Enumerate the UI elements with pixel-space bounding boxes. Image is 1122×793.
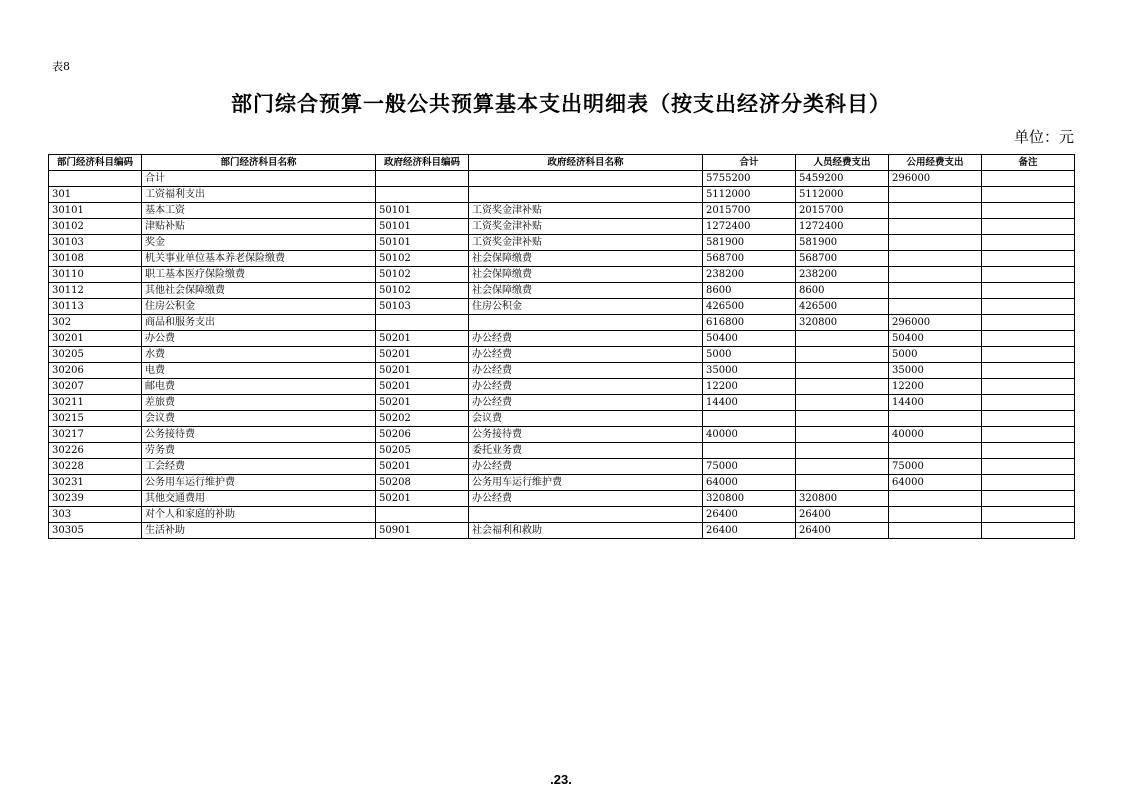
note-cell: [982, 443, 1075, 459]
total-cell: 12200: [703, 379, 796, 395]
gov-code-cell: [376, 315, 469, 331]
gov-name-cell: 办公经费: [469, 347, 703, 363]
gov-code-cell: 50101: [376, 235, 469, 251]
table-row: [49, 379, 1075, 395]
public-cell: 296000: [889, 171, 982, 187]
header-gov-name: 政府经济科目名称: [469, 155, 703, 171]
note-cell: [982, 203, 1075, 219]
note-cell: [982, 475, 1075, 491]
note-cell: [982, 363, 1075, 379]
personnel-cell: 5459200: [796, 171, 889, 187]
table-row: [49, 443, 1075, 459]
gov-code-cell: 50101: [376, 219, 469, 235]
dept-name-cell: 生活补助: [142, 523, 376, 539]
personnel-cell: [796, 331, 889, 347]
dept-code-cell: 30103: [49, 235, 142, 251]
gov-name-cell: 工资奖金津补贴: [469, 219, 703, 235]
total-cell: 616800: [703, 315, 796, 331]
dept-code-cell: 30205: [49, 347, 142, 363]
public-cell: 40000: [889, 427, 982, 443]
gov-name-cell: [469, 507, 703, 523]
gov-name-cell: [469, 315, 703, 331]
table-row: [49, 395, 1075, 411]
page-number: .23.: [550, 772, 572, 787]
dept-name-cell: 公务接待费: [142, 427, 376, 443]
total-cell: 581900: [703, 235, 796, 251]
gov-name-cell: 委托业务费: [469, 443, 703, 459]
table-row: [49, 459, 1075, 475]
table-row: [49, 299, 1075, 315]
total-cell: 26400: [703, 507, 796, 523]
gov-code-cell: [376, 187, 469, 203]
table-row: [49, 283, 1075, 299]
dept-code-cell: 30201: [49, 331, 142, 347]
note-cell: [982, 459, 1075, 475]
note-cell: [982, 507, 1075, 523]
personnel-cell: 5112000: [796, 187, 889, 203]
dept-name-cell: 职工基本医疗保险缴费: [142, 267, 376, 283]
gov-name-cell: 会议费: [469, 411, 703, 427]
note-cell: [982, 235, 1075, 251]
note-cell: [982, 523, 1075, 539]
header-public: 公用经费支出: [889, 155, 982, 171]
gov-name-cell: 办公经费: [469, 379, 703, 395]
dept-name-cell: 差旅费: [142, 395, 376, 411]
total-cell: 426500: [703, 299, 796, 315]
gov-code-cell: 50201: [376, 363, 469, 379]
gov-code-cell: 50208: [376, 475, 469, 491]
dept-code-cell: 303: [49, 507, 142, 523]
total-cell: 50400: [703, 331, 796, 347]
table-row: [49, 219, 1075, 235]
public-cell: 50400: [889, 331, 982, 347]
note-cell: [982, 427, 1075, 443]
table-row: [49, 331, 1075, 347]
gov-name-cell: [469, 171, 703, 187]
dept-name-cell: 合计: [142, 171, 376, 187]
personnel-cell: [796, 443, 889, 459]
gov-code-cell: 50201: [376, 395, 469, 411]
unit-label: 单位：元: [1013, 128, 1074, 146]
dept-code-cell: 30112: [49, 283, 142, 299]
header-note: 备注: [982, 155, 1075, 171]
total-cell: [703, 443, 796, 459]
dept-code-cell: 30217: [49, 427, 142, 443]
header-gov-code: 政府经济科目编码: [376, 155, 469, 171]
dept-code-cell: 30102: [49, 219, 142, 235]
table-row: [49, 475, 1075, 491]
gov-code-cell: [376, 171, 469, 187]
gov-name-cell: 工资奖金津补贴: [469, 235, 703, 251]
dept-code-cell: 30228: [49, 459, 142, 475]
gov-name-cell: 社会保障缴费: [469, 251, 703, 267]
table-row: [49, 347, 1075, 363]
total-cell: 568700: [703, 251, 796, 267]
dept-code-cell: 302: [49, 315, 142, 331]
dept-code-cell: 30231: [49, 475, 142, 491]
header-total: 合计: [703, 155, 796, 171]
dept-code-cell: 30101: [49, 203, 142, 219]
personnel-cell: 8600: [796, 283, 889, 299]
table-row: [49, 411, 1075, 427]
dept-name-cell: 邮电费: [142, 379, 376, 395]
dept-name-cell: 机关事业单位基本养老保险缴费: [142, 251, 376, 267]
public-cell: [889, 411, 982, 427]
personnel-cell: [796, 427, 889, 443]
personnel-cell: 2015700: [796, 203, 889, 219]
total-cell: 5000: [703, 347, 796, 363]
gov-name-cell: 办公经费: [469, 491, 703, 507]
table-row: [49, 235, 1075, 251]
dept-code-cell: 30215: [49, 411, 142, 427]
table-row: [49, 315, 1075, 331]
gov-name-cell: 住房公积金: [469, 299, 703, 315]
public-cell: [889, 251, 982, 267]
gov-code-cell: 50102: [376, 267, 469, 283]
dept-name-cell: 住房公积金: [142, 299, 376, 315]
gov-code-cell: 50201: [376, 459, 469, 475]
public-cell: 75000: [889, 459, 982, 475]
table-row: [49, 203, 1075, 219]
dept-name-cell: 工会经费: [142, 459, 376, 475]
header-row: [49, 155, 1075, 171]
dept-code-cell: 30113: [49, 299, 142, 315]
total-cell: 1272400: [703, 219, 796, 235]
total-cell: 14400: [703, 395, 796, 411]
gov-code-cell: 50201: [376, 347, 469, 363]
table-row: [49, 523, 1075, 539]
note-cell: [982, 283, 1075, 299]
public-cell: [889, 507, 982, 523]
dept-name-cell: 奖金: [142, 235, 376, 251]
total-cell: 5755200: [703, 171, 796, 187]
gov-code-cell: 50102: [376, 283, 469, 299]
total-cell: [703, 411, 796, 427]
dept-code-cell: 30211: [49, 395, 142, 411]
public-cell: [889, 299, 982, 315]
personnel-cell: [796, 363, 889, 379]
personnel-cell: 1272400: [796, 219, 889, 235]
gov-code-cell: [376, 507, 469, 523]
gov-code-cell: 50201: [376, 331, 469, 347]
total-cell: 64000: [703, 475, 796, 491]
total-cell: 5112000: [703, 187, 796, 203]
gov-code-cell: 50205: [376, 443, 469, 459]
public-cell: [889, 187, 982, 203]
table-row: [49, 267, 1075, 283]
note-cell: [982, 315, 1075, 331]
dept-name-cell: 津贴补贴: [142, 219, 376, 235]
personnel-cell: 26400: [796, 523, 889, 539]
note-cell: [982, 251, 1075, 267]
personnel-cell: 26400: [796, 507, 889, 523]
dept-code-cell: 301: [49, 187, 142, 203]
table-row: [49, 251, 1075, 267]
dept-code-cell: 30207: [49, 379, 142, 395]
personnel-cell: [796, 347, 889, 363]
dept-code-cell: 30239: [49, 491, 142, 507]
table-body: [49, 171, 1075, 539]
personnel-cell: 581900: [796, 235, 889, 251]
dept-code-cell: 30206: [49, 363, 142, 379]
gov-name-cell: 办公经费: [469, 331, 703, 347]
personnel-cell: 320800: [796, 491, 889, 507]
dept-name-cell: 对个人和家庭的补助: [142, 507, 376, 523]
table-row: [49, 507, 1075, 523]
header-dept-code: 部门经济科目编码: [49, 155, 142, 171]
gov-name-cell: 公务用车运行维护费: [469, 475, 703, 491]
public-cell: 14400: [889, 395, 982, 411]
table-row: [49, 363, 1075, 379]
dept-name-cell: 水费: [142, 347, 376, 363]
dept-name-cell: 劳务费: [142, 443, 376, 459]
note-cell: [982, 267, 1075, 283]
total-cell: 26400: [703, 523, 796, 539]
dept-code-cell: 30226: [49, 443, 142, 459]
personnel-cell: [796, 459, 889, 475]
note-cell: [982, 379, 1075, 395]
table-row: [49, 171, 1075, 187]
dept-name-cell: 其他社会保障缴费: [142, 283, 376, 299]
public-cell: [889, 443, 982, 459]
personnel-cell: [796, 379, 889, 395]
gov-name-cell: 公务接待费: [469, 427, 703, 443]
gov-code-cell: 50201: [376, 491, 469, 507]
personnel-cell: 238200: [796, 267, 889, 283]
public-cell: [889, 203, 982, 219]
note-cell: [982, 395, 1075, 411]
gov-code-cell: 50202: [376, 411, 469, 427]
total-cell: 40000: [703, 427, 796, 443]
note-cell: [982, 331, 1075, 347]
note-cell: [982, 219, 1075, 235]
total-cell: 8600: [703, 283, 796, 299]
dept-name-cell: 电费: [142, 363, 376, 379]
public-cell: [889, 267, 982, 283]
public-cell: [889, 491, 982, 507]
budget-table: [48, 154, 1075, 539]
note-cell: [982, 299, 1075, 315]
gov-name-cell: 社会保障缴费: [469, 283, 703, 299]
dept-name-cell: 公务用车运行维护费: [142, 475, 376, 491]
gov-name-cell: 办公经费: [469, 395, 703, 411]
gov-name-cell: 社会保障缴费: [469, 267, 703, 283]
header-dept-name: 部门经济科目名称: [142, 155, 376, 171]
dept-name-cell: 会议费: [142, 411, 376, 427]
table-row: [49, 187, 1075, 203]
gov-name-cell: [469, 187, 703, 203]
dept-code-cell: 30305: [49, 523, 142, 539]
public-cell: [889, 523, 982, 539]
dept-name-cell: 其他交通费用: [142, 491, 376, 507]
table-number: 表8: [52, 60, 70, 73]
gov-code-cell: 50103: [376, 299, 469, 315]
dept-name-cell: 基本工资: [142, 203, 376, 219]
gov-code-cell: 50101: [376, 203, 469, 219]
page-title: 部门综合预算一般公共预算基本支出明细表（按支出经济分类科目）: [231, 92, 891, 116]
gov-code-cell: 50201: [376, 379, 469, 395]
public-cell: 296000: [889, 315, 982, 331]
note-cell: [982, 411, 1075, 427]
dept-name-cell: 办公费: [142, 331, 376, 347]
note-cell: [982, 347, 1075, 363]
gov-code-cell: 50206: [376, 427, 469, 443]
table-row: [49, 427, 1075, 443]
public-cell: 64000: [889, 475, 982, 491]
personnel-cell: 568700: [796, 251, 889, 267]
personnel-cell: [796, 475, 889, 491]
total-cell: 75000: [703, 459, 796, 475]
gov-name-cell: 工资奖金津补贴: [469, 203, 703, 219]
public-cell: 5000: [889, 347, 982, 363]
total-cell: 238200: [703, 267, 796, 283]
public-cell: [889, 235, 982, 251]
header-personnel: 人员经费支出: [796, 155, 889, 171]
gov-name-cell: 办公经费: [469, 363, 703, 379]
dept-code-cell: 30110: [49, 267, 142, 283]
personnel-cell: 426500: [796, 299, 889, 315]
note-cell: [982, 171, 1075, 187]
gov-name-cell: 社会福利和救助: [469, 523, 703, 539]
personnel-cell: [796, 411, 889, 427]
note-cell: [982, 187, 1075, 203]
gov-name-cell: 办公经费: [469, 459, 703, 475]
public-cell: 12200: [889, 379, 982, 395]
total-cell: 2015700: [703, 203, 796, 219]
note-cell: [982, 491, 1075, 507]
public-cell: [889, 283, 982, 299]
dept-name-cell: 商品和服务支出: [142, 315, 376, 331]
dept-code-cell: 30108: [49, 251, 142, 267]
personnel-cell: [796, 395, 889, 411]
table-row: [49, 491, 1075, 507]
gov-code-cell: 50102: [376, 251, 469, 267]
public-cell: 35000: [889, 363, 982, 379]
public-cell: [889, 219, 982, 235]
total-cell: 320800: [703, 491, 796, 507]
gov-code-cell: 50901: [376, 523, 469, 539]
dept-name-cell: 工资福利支出: [142, 187, 376, 203]
personnel-cell: 320800: [796, 315, 889, 331]
dept-code-cell: [49, 171, 142, 187]
total-cell: 35000: [703, 363, 796, 379]
